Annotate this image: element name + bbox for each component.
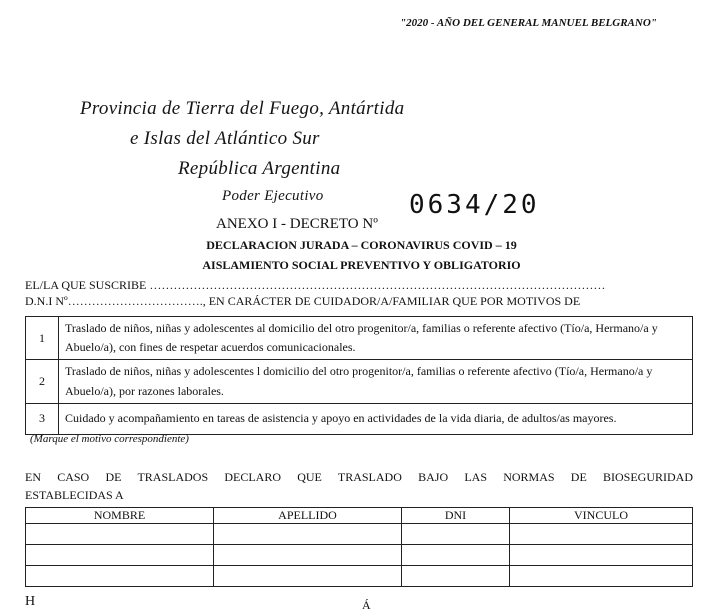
dni-cell[interactable] — [402, 566, 510, 587]
signer-dni-line: D.N.I Nº……………………………., EN CARÁCTER DE CUIDADOR/A/FAMILIAR QUE POR MOTIVOS DE — [25, 294, 581, 308]
table-row — [26, 566, 693, 587]
document-subtitle: AISLAMIENTO SOCIAL PREVENTIVO Y OBLIGATORIO — [202, 258, 521, 272]
government-line-country: República Argentina — [178, 158, 341, 179]
dni-cell[interactable] — [402, 545, 510, 566]
column-header-nombre: NOMBRE — [26, 508, 214, 524]
cutoff-text-left: H — [25, 594, 36, 609]
table-header-row — [26, 508, 693, 524]
reason-text: Traslado de niños, niñas y adolescentes l domicilio del otro progenitor/a, familias o referente afectivo (Tío/a, Hermano/a y Abuelo/a), por razones laborales. — [59, 360, 693, 403]
column-header-vinculo: VINCULO — [510, 508, 693, 524]
reason-text: Cuidado y acompañamiento en tareas de asistencia y apoyo en actividades de la vida diaria, de adultos/as mayores. — [59, 403, 693, 434]
reason-number: 3 — [26, 403, 59, 434]
column-header-apellido: APELLIDO — [214, 508, 402, 524]
table-row — [26, 545, 693, 566]
document-title: DECLARACION JURADA – CORONAVIRUS COVID – 19 — [206, 238, 517, 252]
decree-number-stamp: 0634/20 — [409, 190, 540, 220]
signer-name-line: EL/LA QUE SUSCRIBE …………………………………………………………………………………………………… — [25, 278, 606, 292]
nombre-cell[interactable] — [26, 524, 214, 545]
column-header-dni: DNI — [402, 508, 510, 524]
reason-row[interactable] — [26, 360, 693, 403]
nombre-cell[interactable] — [26, 566, 214, 587]
reason-number: 1 — [26, 317, 59, 360]
government-line-executive: Poder Ejecutivo — [222, 188, 324, 204]
companions-table — [25, 507, 693, 587]
reason-instruction-note: (Marque el motivo correspondiente) — [30, 433, 189, 445]
biosafety-declaration: EN CASO DE TRASLADOS DECLARO QUE TRASLADO BAJO LAS NORMAS DE BIOSEGURIDAD — [25, 470, 693, 484]
vinculo-cell[interactable] — [510, 545, 693, 566]
reason-text: Traslado de niños, niñas y adolescentes al domicilio del otro progenitor/a, familias o referente afectivo (Tío/a, Hermano/a y Abuelo/a), con fines de respetar acuerdos comunicacionales. — [59, 317, 693, 360]
reason-row[interactable] — [26, 403, 693, 434]
nombre-cell[interactable] — [26, 545, 214, 566]
biosafety-declaration-continued: ESTABLECIDAS A — [25, 488, 124, 502]
year-motto: "2020 - AÑO DEL GENERAL MANUEL BELGRANO" — [400, 17, 657, 29]
apellido-cell[interactable] — [214, 545, 402, 566]
reason-row[interactable] — [26, 317, 693, 360]
annex-decree-label: ANEXO I - DECRETO Nº — [216, 216, 378, 232]
reason-number: 2 — [26, 360, 59, 403]
vinculo-cell[interactable] — [510, 524, 693, 545]
apellido-cell[interactable] — [214, 524, 402, 545]
government-line-islands: e Islas del Atlántico Sur — [130, 128, 320, 149]
government-line-province: Provincia de Tierra del Fuego, Antártida — [80, 98, 405, 119]
apellido-cell[interactable] — [214, 566, 402, 587]
reasons-table — [25, 316, 693, 435]
cutoff-text-middle: Á — [362, 598, 371, 612]
vinculo-cell[interactable] — [510, 566, 693, 587]
dni-cell[interactable] — [402, 524, 510, 545]
table-row — [26, 524, 693, 545]
